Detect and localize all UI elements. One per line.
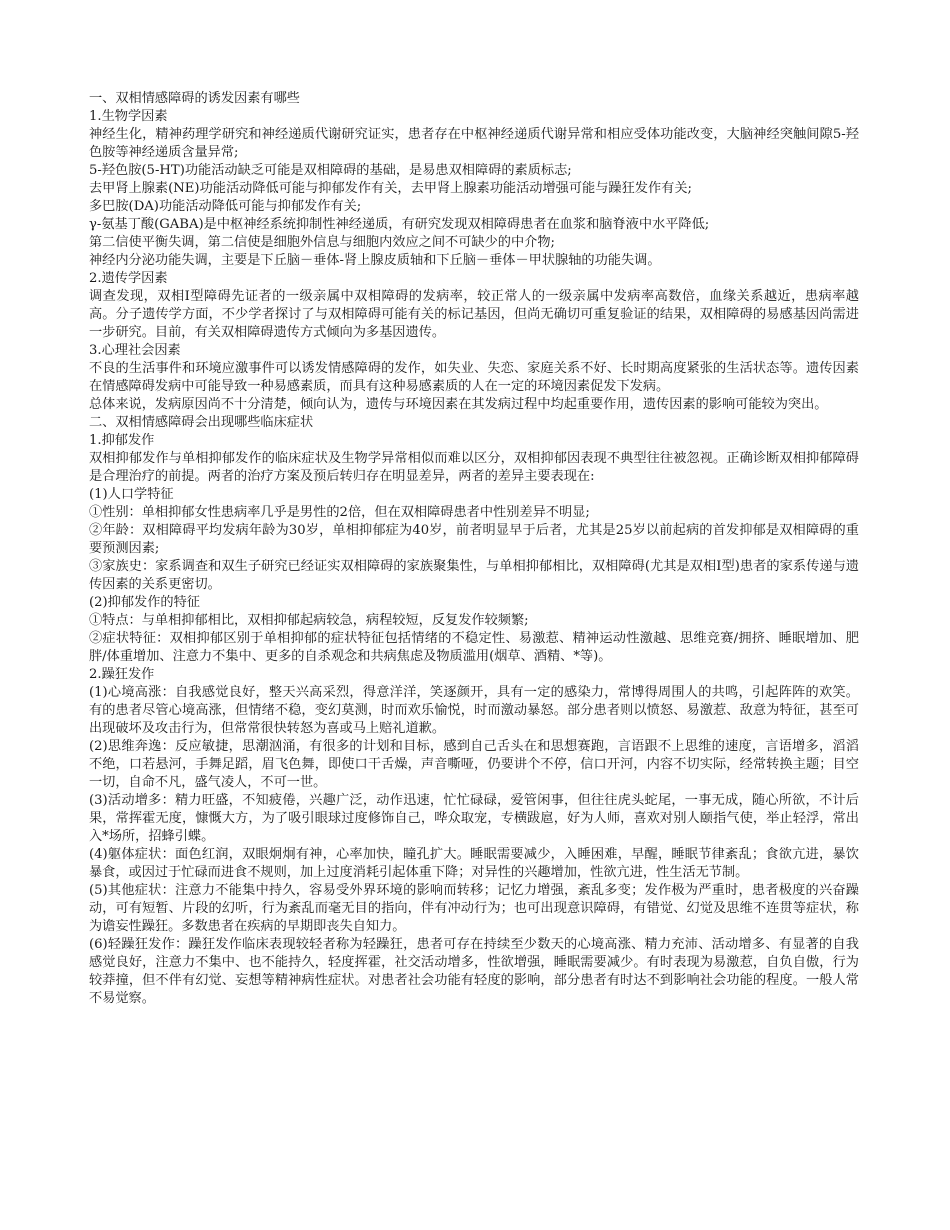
subheading: 1.抑郁发作 — [89, 433, 155, 448]
paragraph: 去甲肾上腺素(NE)功能活动降低可能与抑郁发作有关，去甲肾上腺素功能活动增强可能与躁狂发作有关; — [89, 181, 692, 196]
paragraph: ③家族史：家系调查和双生子研究已经证实双相障碍的家族聚集性，与单相抑郁相比，双相障碍(尤其是双相Ⅰ型)患者的家系传递与遗传因素的关系更密切。 — [89, 559, 859, 592]
subheading: 2.躁狂发作 — [89, 667, 155, 682]
heading-2: 二、双相情感障碍会出现哪些临床症状 — [89, 415, 314, 430]
subheading: 1.生物学因素 — [89, 109, 168, 124]
paragraph: 神经生化，精神药理学研究和神经递质代谢研究证实，患者存在中枢神经递质代谢异常和相应受体功能改变，大脑神经突触间隙5-羟色胺等神经递质含量异常; — [89, 127, 859, 160]
paragraph: 双相抑郁发作与单相抑郁发作的临床症状及生物学异常相似而难以区分，双相抑郁因表现不典型往往被忽视。正确诊断双相抑郁障碍是合理治疗的前提。两者的治疗方案及预后转归存在明显差异，两者的差异主要表现在: — [89, 451, 859, 484]
paragraph: ①特点：与单相抑郁相比，双相抑郁起病较急，病程较短，反复发作较频繁; — [89, 613, 529, 628]
paragraph: ②年龄：双相障碍平均发病年龄为30岁，单相抑郁症为40岁，前者明显早于后者，尤其是25岁以前起病的首发抑郁是双相障碍的重要预测因素; — [89, 523, 859, 556]
paragraph: 5-羟色胺(5-HT)功能活动缺乏可能是双相障碍的基础，是易患双相障碍的素质标志; — [89, 163, 572, 178]
paragraph: (6)轻躁狂发作：躁狂发作临床表现较轻者称为轻躁狂，患者可存在持续至少数天的心境高涨、精力充沛、活动增多、有显著的自我感觉良好，注意力不集中、也不能持久，轻度挥霍，社交活动增多，性欲增强，睡眠需要减少。有时表现为易激惹，自负自傲，行为较莽撞，但不伴有幻觉、妄想等精神病性症状。对患者社会功能有轻度的影响，部分患者有时达不到影响社会功能的程度。一般人常不易觉察。 — [89, 937, 859, 1006]
paragraph: (5)其他症状：注意力不能集中持久，容易受外界环境的影响而转移；记忆力增强，紊乱多变；发作极为严重时，患者极度的兴奋躁动，可有短暂、片段的幻听，行为紊乱而毫无目的指向，伴有冲动行为；也可出现意识障碍，有错觉、幻觉及思维不连贯等症状，称为谵妄性躁狂。多数患者在疾病的早期即丧失自知力。 — [89, 883, 859, 934]
subheading: (1)人口学特征 — [89, 487, 174, 502]
document-body — [89, 90, 859, 1008]
subheading: (2)抑郁发作的特征 — [89, 595, 200, 610]
paragraph: 多巴胺(DA)功能活动降低可能与抑郁发作有关; — [89, 199, 362, 214]
paragraph: 总体来说，发病原因尚不十分清楚，倾向认为，遗传与环境因素在其发病过程中均起重要作用，遗传因素的影响可能较为突出。 — [89, 397, 828, 412]
paragraph: (2)思维奔逸：反应敏捷，思潮汹涌，有很多的计划和目标，感到自己舌头在和思想赛跑，言语跟不上思维的速度，言语增多，滔滔不绝，口若悬河，手舞足蹈，眉飞色舞，即使口干舌燥，声音嘶哑，仍要讲个不停，信口开河，内容不切实际，经常转换主题；目空一切，自命不凡，盛气凌人，不可一世。 — [89, 739, 859, 790]
paragraph: (3)活动增多：精力旺盛，不知疲倦，兴趣广泛，动作迅速，忙忙碌碌，爱管闲事，但往往虎头蛇尾，一事无成，随心所欲，不计后果，常挥霍无度，慷慨大方，为了吸引眼球过度修饰自己，哗众取宠，专横跋扈，好为人师，喜欢对别人颐指气使，举止轻浮，常出入*场所，招蜂引蝶。 — [89, 793, 859, 844]
paragraph: ②症状特征：双相抑郁区别于单相抑郁的症状特征包括情绪的不稳定性、易激惹、精神运动性激越、思维竞赛/拥挤、睡眠增加、肥胖/体重增加、注意力不集中、更多的自杀观念和共病焦虑及物质滥用(烟草、酒精、*等)。 — [89, 631, 859, 664]
paragraph: 神经内分泌功能失调，主要是下丘脑－垂体-肾上腺皮质轴和下丘脑－垂体－甲状腺轴的功能失调。 — [89, 253, 661, 268]
paragraph: γ-氨基丁酸(GABA)是中枢神经系统抑制性神经递质，有研究发现双相障碍患者在血浆和脑脊液中水平降低; — [89, 217, 710, 232]
paragraph: 调查发现，双相Ⅰ型障碍先证者的一级亲属中双相障碍的发病率，较正常人的一级亲属中发病率高数倍，血缘关系越近，患病率越高。分子遗传学方面，不少学者探讨了与双相障碍可能有关的标记基因，但尚无确切可重复验证的结果，双相障碍的易感基因尚需进一步研究。目前，有关双相障碍遗传方式倾向为多基因遗传。 — [89, 289, 859, 340]
paragraph: 第二信使平衡失调，第二信使是细胞外信息与细胞内效应之间不可缺少的中介物; — [89, 235, 556, 250]
paragraph: (1)心境高涨：自我感觉良好，整天兴高采烈，得意洋洋，笑逐颜开，具有一定的感染力，常博得周围人的共鸣，引起阵阵的欢笑。有的患者尽管心境高涨，但情绪不稳，变幻莫测，时而欢乐愉悦，时而激动暴怒。部分患者则以愤怒、易激惹、敌意为特征，甚至可出现破坏及攻击行为，但常常很快转怒为喜或马上赔礼道歉。 — [89, 685, 859, 736]
heading-1: 一、双相情感障碍的诱发因素有哪些 — [89, 91, 300, 106]
paragraph: ①性别：单相抑郁女性患病率几乎是男性的2倍，但在双相障碍患者中性别差异不明显; — [89, 505, 590, 520]
paragraph: 不良的生活事件和环境应激事件可以诱发情感障碍的发作，如失业、失恋、家庭关系不好、长时期高度紧张的生活状态等。遗传因素在情感障碍发病中可能导致一种易感素质，而具有这种易感素质的人在一定的环境因素促发下发病。 — [89, 361, 859, 394]
paragraph: (4)躯体症状：面色红润，双眼炯炯有神，心率加快，瞳孔扩大。睡眠需要减少，入睡困难，早醒，睡眠节律紊乱；食欲亢进，暴饮暴食，或因过于忙碌而进食不规则，加上过度消耗引起体重下降；对异性的兴趣增加，性欲亢进，性生活无节制。 — [89, 847, 859, 880]
subheading: 3.心理社会因素 — [89, 343, 181, 358]
subheading: 2.遗传学因素 — [89, 271, 168, 286]
